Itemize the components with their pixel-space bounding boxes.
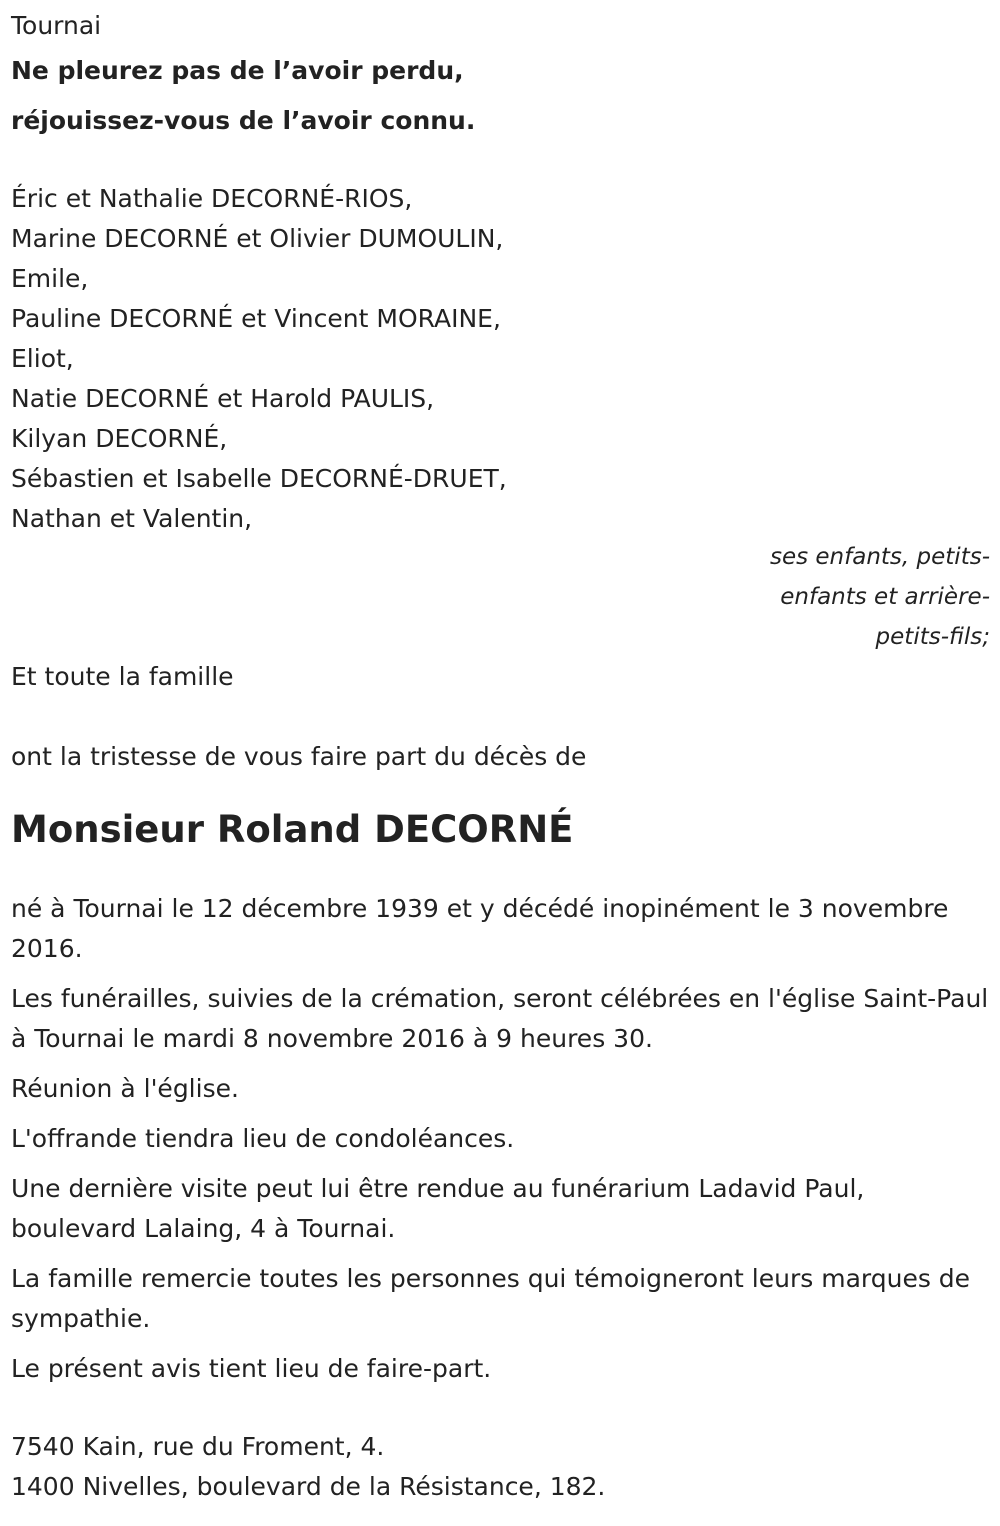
family-list xyxy=(11,179,990,539)
address-list xyxy=(11,1427,990,1507)
meeting-paragraph: Réunion à l'église. xyxy=(11,1074,239,1103)
funeral-paragraph: Les funérailles, suivies de la crémation, seront célébrées en l'église Saint-Paul à Tournai le mardi 8 novembre 2016 à 9 heures 30. xyxy=(11,984,989,1053)
family-member: Pauline DECORNÉ et Vincent MORAINE, xyxy=(11,304,501,333)
relation-line: enfants et arrière- xyxy=(780,584,990,610)
address-line: 1400 Nivelles, boulevard de la Résistance, 182. xyxy=(11,1472,606,1501)
family-member: Éric et Nathalie DECORNÉ-RIOS, xyxy=(11,184,413,213)
offering-paragraph: L'offrande tiendra lieu de condoléances. xyxy=(11,1124,515,1153)
relation-line: petits-fils; xyxy=(875,624,990,650)
announcement-text: ont la tristesse de vous faire part du décès de xyxy=(11,742,587,771)
relation-line: ses enfants, petits- xyxy=(769,544,990,570)
birth-death-paragraph: né à Tournai le 12 décembre 1939 et y décédé inopinément le 3 novembre 2016. xyxy=(11,894,949,963)
city-label: Tournai xyxy=(11,11,102,40)
address-line: 7540 Kain, rue du Froment, 4. xyxy=(11,1432,385,1461)
family-member: Emile, xyxy=(11,264,89,293)
family-member: Nathan et Valentin, xyxy=(11,504,253,533)
relation-note xyxy=(11,537,990,657)
details-section xyxy=(11,889,990,1389)
family-member: Natie DECORNÉ et Harold PAULIS, xyxy=(11,384,435,413)
family-member: Kilyan DECORNÉ, xyxy=(11,424,228,453)
visit-paragraph: Une dernière visite peut lui être rendue au funérarium Ladavid Paul, boulevard Lalaing, 4 à Tournai. xyxy=(11,1174,865,1243)
deceased-name: Monsieur Roland DECORNÉ xyxy=(11,808,574,851)
family-member: Sébastien et Isabelle DECORNÉ-DRUET, xyxy=(11,464,507,493)
family-member: Marine DECORNÉ et Olivier DUMOULIN, xyxy=(11,224,504,253)
thanks-paragraph: La famille remercie toutes les personnes qui témoigneront leurs marques de sympathie. xyxy=(11,1264,971,1333)
motto-line-2: réjouissez-vous de l’avoir connu. xyxy=(11,106,476,135)
motto-line-1: Ne pleurez pas de l’avoir perdu, xyxy=(11,56,464,85)
notice-paragraph: Le présent avis tient lieu de faire-part. xyxy=(11,1354,492,1383)
all-family-label: Et toute la famille xyxy=(11,662,234,691)
family-member: Eliot, xyxy=(11,344,74,373)
